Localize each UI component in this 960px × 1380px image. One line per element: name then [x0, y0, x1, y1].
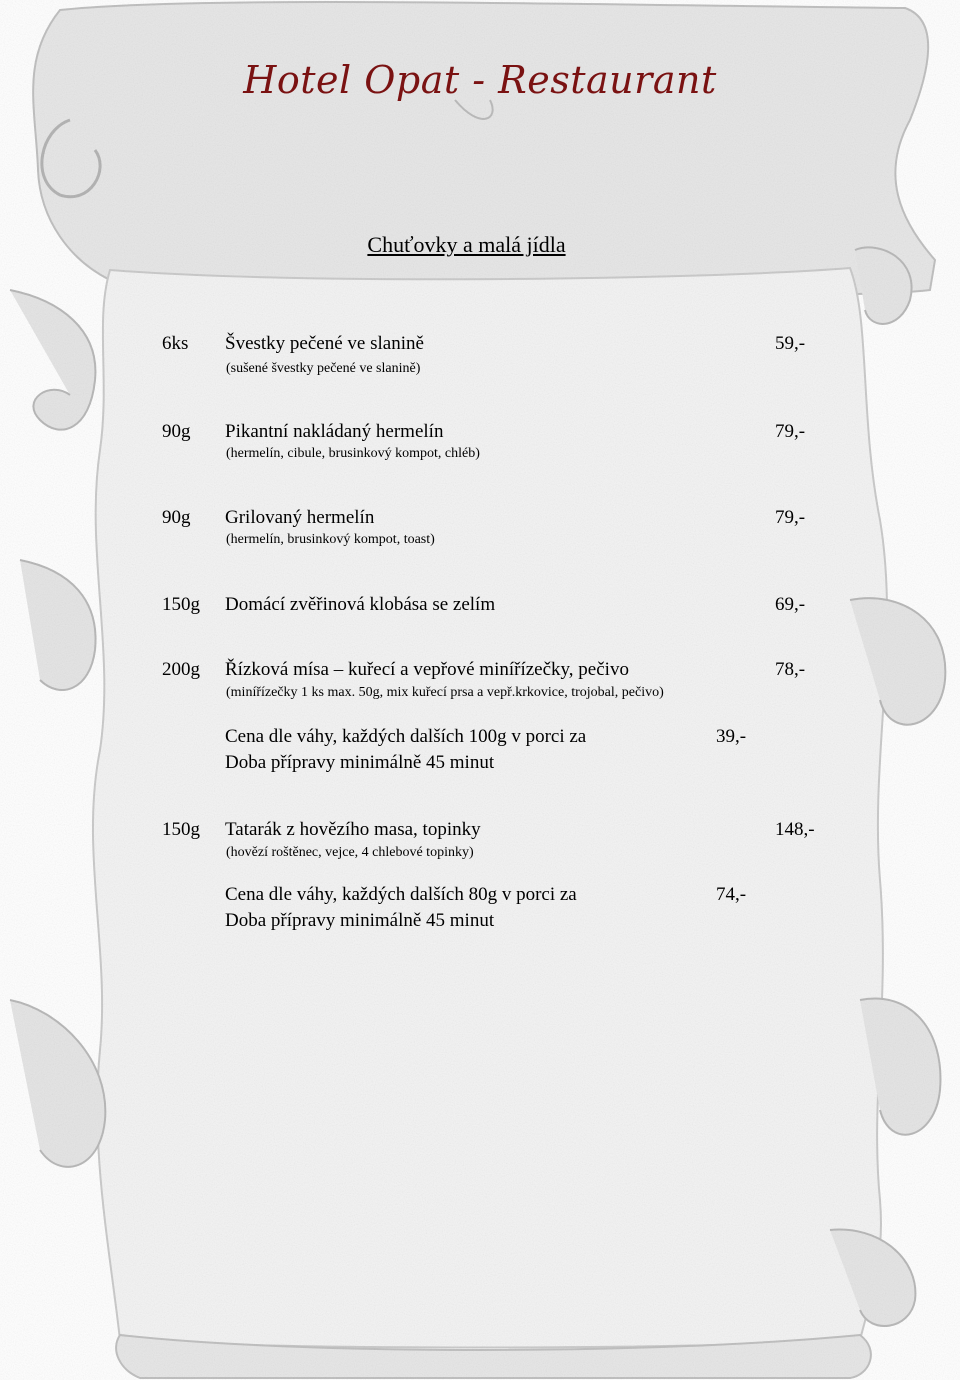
item-price: 78,-: [775, 659, 806, 680]
note-price: 74,-: [716, 884, 747, 905]
note-price: 39,-: [716, 726, 747, 747]
restaurant-title: Hotel Opat - Restaurant: [243, 58, 717, 102]
item-price: 59,-: [775, 333, 806, 354]
item-quantity: 90g: [162, 421, 191, 442]
item-description: (hermelín, brusinkový kompot, toast): [226, 532, 435, 547]
item-quantity: 6ks: [162, 333, 189, 354]
note-line: Doba přípravy minimálně 45 minut: [225, 910, 495, 931]
section-title: Chuťovky a malá jídla: [367, 232, 566, 257]
item-name: Domácí zvěřinová klobása se zelím: [225, 594, 496, 615]
item-price: 148,-: [775, 819, 815, 840]
item-price: 69,-: [775, 594, 806, 615]
item-description: (minířízečky 1 ks max. 50g, mix kuřecí prsa a vepř.krkovice, trojobal, pečivo): [226, 685, 664, 700]
item-description: (hermelín, cibule, brusinkový kompot, chléb): [226, 446, 480, 461]
item-quantity: 200g: [162, 659, 200, 680]
note-line: Cena dle váhy, každých dalších 80g v porci za: [225, 884, 577, 905]
note-line: Doba přípravy minimálně 45 minut: [225, 752, 495, 773]
item-price: 79,-: [775, 421, 806, 442]
item-name: Řízková mísa – kuřecí a vepřové minířízečky, pečivo: [225, 659, 629, 680]
item-name: Švestky pečené ve slanině: [225, 333, 424, 354]
item-quantity: 150g: [162, 819, 200, 840]
item-description: (sušené švestky pečené ve slanině): [226, 361, 421, 376]
note-line: Cena dle váhy, každých dalších 100g v porci za: [225, 726, 587, 747]
item-quantity: 150g: [162, 594, 200, 615]
item-description: (hovězí roštěnec, vejce, 4 chlebové topinky): [226, 845, 474, 860]
item-price: 79,-: [775, 507, 806, 528]
item-quantity: 90g: [162, 507, 191, 528]
item-name: Tatarák z hovězího masa, topinky: [225, 819, 481, 840]
item-name: Pikantní nakládaný hermelín: [225, 421, 444, 442]
item-name: Grilovaný hermelín: [225, 507, 375, 528]
